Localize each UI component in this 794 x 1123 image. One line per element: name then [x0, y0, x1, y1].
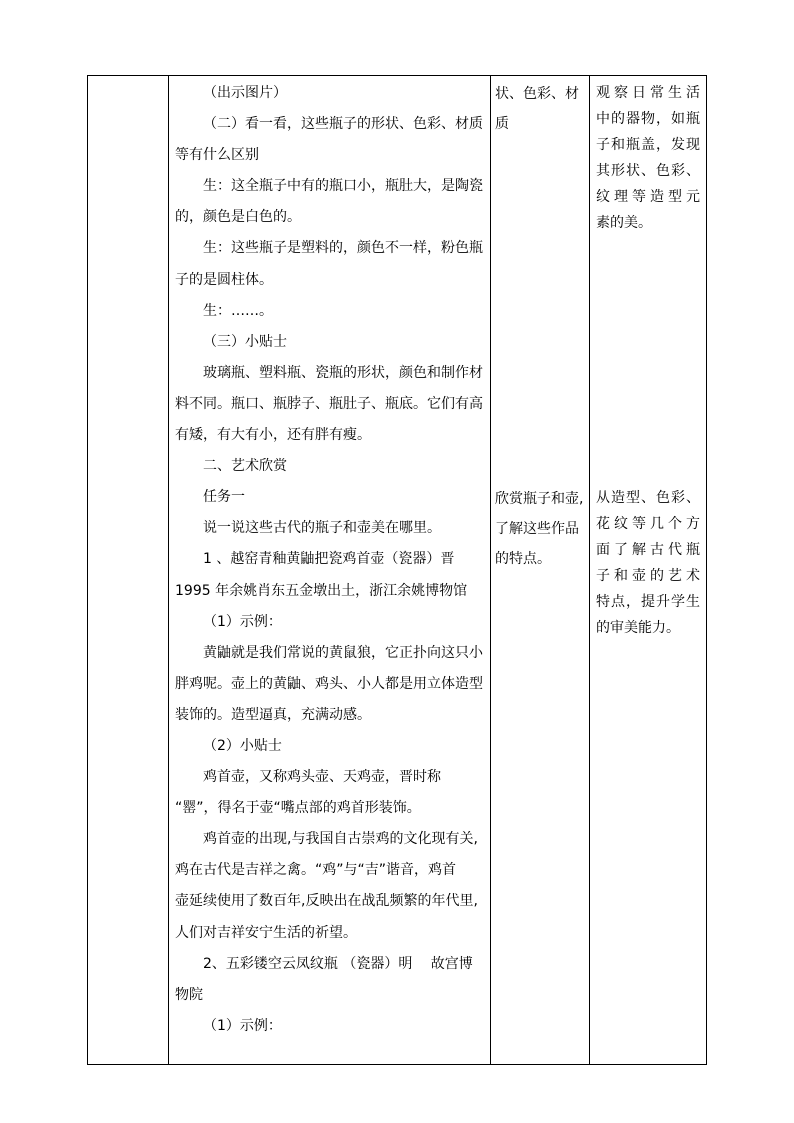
text-line: 中的器物，如瓶	[596, 111, 700, 127]
paragraph	[175, 824, 485, 948]
text-line: 观察日常生活	[596, 85, 700, 101]
paragraph	[175, 513, 485, 544]
paragraph	[175, 638, 485, 731]
text-line: （1）示例：	[203, 1017, 282, 1034]
text-line: 质	[495, 116, 509, 132]
paragraph	[175, 358, 485, 451]
text-line: 说一说这些古代的瓶子和壶美在哪里。	[203, 520, 441, 537]
column-divider	[168, 75, 169, 1065]
text-line: 1 、越窑青釉黄鼬把瓷鸡首壶（瓷器）晋	[203, 551, 455, 568]
purpose-cell-1	[596, 80, 700, 236]
paragraph	[175, 949, 485, 1011]
text-line: 纹理等造型元	[596, 189, 700, 205]
text-line: 生：这全瓶子中有的瓶口小，瓶肚大，是陶瓷	[203, 178, 483, 195]
text-line: 鸡首壶，又称鸡头壶、天鸡壶，晋时称	[203, 769, 441, 786]
text-line: 特点，提升学生	[596, 594, 700, 610]
text-line: 子的是圆柱体。	[175, 271, 273, 288]
activity-cell-2	[495, 484, 585, 574]
text-line: （三）小贴士	[203, 333, 287, 350]
text-line: 子和壶的艺术	[596, 568, 700, 584]
text-line: 素的美。	[596, 215, 652, 231]
paragraph	[175, 451, 485, 482]
teaching-process-column	[175, 78, 485, 1042]
paragraph	[175, 171, 485, 233]
text-line: （二）看一看，这些瓶子的形状、色彩、材质	[203, 116, 483, 133]
text-line: 人们对吉祥安宁生活的祈望。	[175, 924, 357, 941]
paragraph	[175, 233, 485, 295]
text-line: 二、艺术欣赏	[203, 458, 287, 475]
text-line: 面了解古代瓶	[596, 542, 700, 558]
text-line: （出示图片）	[203, 85, 287, 101]
text-line: 的审美能力。	[596, 620, 680, 636]
paragraph	[175, 762, 485, 824]
paragraph	[175, 327, 485, 358]
text-line: 物院	[175, 986, 203, 1003]
text-line: 料不同。瓶口、瓶脖子、瓶肚子、瓶底。它们有高	[175, 395, 483, 412]
text-line: 黄鼬就是我们常说的黄鼠狼，它正扑向这只小	[203, 644, 483, 661]
text-line: 壶延续使用了数百年,反映出在战乱频繁的年代里,	[175, 893, 478, 910]
text-line: 欣赏瓶子和壶,	[495, 491, 584, 507]
text-line: 胖鸡呢。壶上的黄鼬、鸡头、小人都是用立体造型	[175, 675, 483, 692]
paragraph	[175, 296, 485, 327]
text-line: 任务一	[203, 489, 245, 506]
activity-cell-1	[495, 79, 585, 139]
paragraph	[175, 482, 485, 513]
paragraph	[175, 731, 485, 762]
text-line: 鸡首壶的出现,与我国自古崇鸡的文化现有关,	[203, 831, 478, 848]
text-line: 的，颜色是白色的。	[175, 209, 301, 226]
text-line: 鸡在古代是吉祥之禽。“鸡”与“吉”谐音，鸡首	[175, 862, 457, 879]
text-line: 玻璃瓶、塑料瓶、瓷瓶的形状，颜色和制作材	[203, 364, 483, 381]
text-line: 装饰的。造型逼真，充满动感。	[175, 706, 371, 723]
paragraph	[175, 607, 485, 638]
text-line: 1995 年余姚肖东五金墩出土，浙江余姚博物馆	[175, 582, 468, 599]
column-divider	[490, 75, 491, 1065]
text-line: 2、五彩镂空云凤纹瓶 （瓷器）明 故宫博	[203, 955, 473, 972]
text-line: 了解这些作品	[495, 521, 579, 537]
text-line: 生：这些瓶子是塑料的，颜色不一样，粉色瓶	[203, 240, 483, 257]
text-line: 其形状、色彩、	[596, 163, 700, 179]
paragraph	[175, 78, 485, 109]
text-line: 的特点。	[495, 551, 551, 567]
purpose-cell-2	[596, 485, 700, 641]
text-line: 等有什么区别	[175, 147, 259, 164]
text-line: 生：……。	[203, 302, 273, 319]
text-line: （1）示例：	[203, 613, 282, 630]
paragraph	[175, 544, 485, 606]
paragraph	[175, 109, 485, 171]
text-line: “罂”，得名于壶“嘴点部的鸡首形装饰。	[175, 800, 421, 817]
text-line: 状、色彩、材	[495, 86, 579, 102]
text-line: （2）小贴士	[203, 737, 282, 754]
text-line: 子和瓶盖，发现	[596, 137, 700, 153]
paragraph	[175, 1011, 485, 1042]
text-line: 有矮，有大有小，还有胖有瘦。	[175, 427, 371, 444]
text-line: 从造型、色彩、	[596, 490, 700, 506]
column-divider	[589, 75, 590, 1065]
text-line: 花纹等几个方	[596, 516, 700, 532]
